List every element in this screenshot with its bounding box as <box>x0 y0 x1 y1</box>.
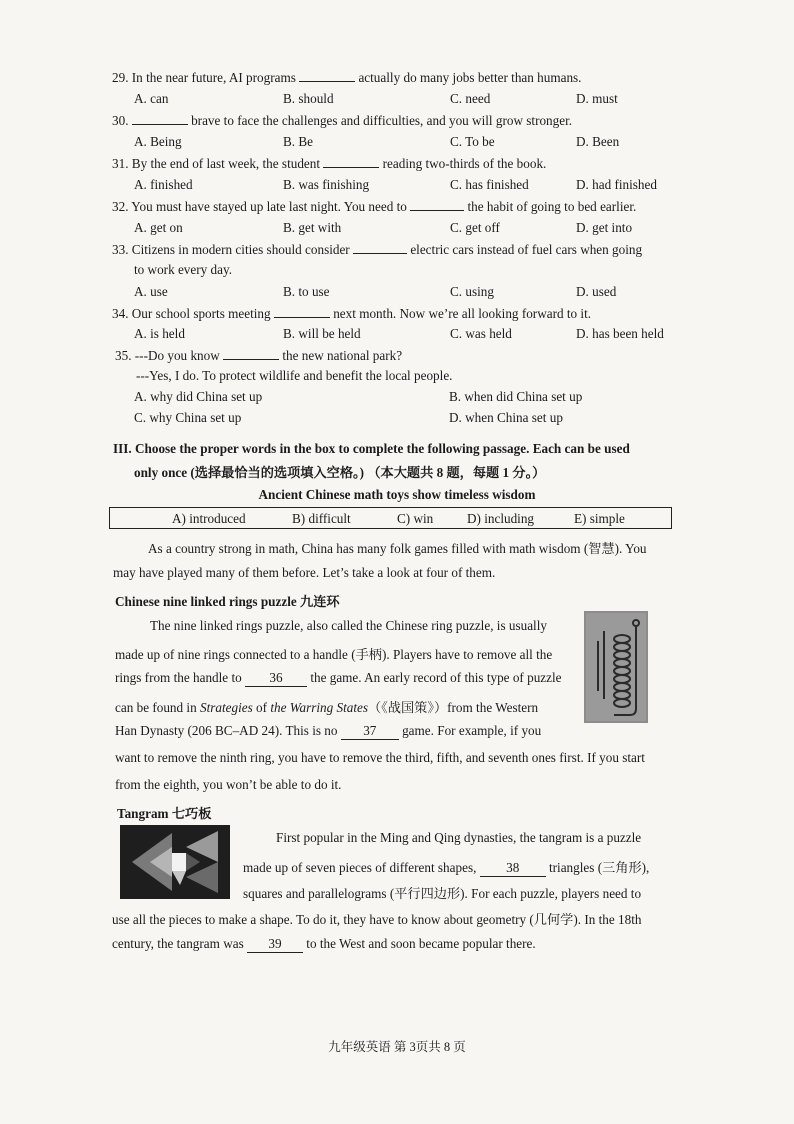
question-text: ---Do you know <box>134 348 220 363</box>
question-number: 33. <box>112 242 129 257</box>
option-c[interactable]: C. using <box>450 284 494 299</box>
answer-blank[interactable] <box>223 347 279 360</box>
question-number: 29. <box>112 70 129 85</box>
word-option-d[interactable]: D) including <box>467 511 535 526</box>
answer-blank[interactable] <box>299 69 355 82</box>
option-b[interactable]: B. will be held <box>283 326 361 341</box>
question-text: brave to face the challenges and difficulties, and you will grow stronger. <box>191 113 573 128</box>
answer-blank[interactable] <box>274 305 330 318</box>
question-33 <box>112 241 642 258</box>
option-c[interactable]: C. To be <box>450 134 495 149</box>
option-d[interactable]: D. used <box>576 284 617 299</box>
passage-intro-line: As a country strong in math, China has many folk games filled with math wisdom (智慧). You <box>148 541 647 556</box>
dialogue-reply: ---Yes, I do. To protect wildlife and benefit the local people. <box>136 368 453 383</box>
rings-line: can be found in Strategies of the Warring States（《战国策》）from the Western <box>115 700 539 715</box>
passage-intro-line: may have played many of them before. Let’s take a look at four of them. <box>113 565 496 580</box>
question-text: the new national park? <box>282 348 403 363</box>
question-text: reading two-thirds of the book. <box>382 156 547 171</box>
subheading-rings: Chinese nine linked rings puzzle 九连环 <box>115 594 340 609</box>
option-b[interactable]: B. should <box>283 91 334 106</box>
question-number: 31. <box>112 156 129 171</box>
question-text: the habit of going to bed earlier. <box>467 199 637 214</box>
question-text: actually do many jobs better than humans. <box>358 70 582 85</box>
option-a[interactable]: A. use <box>134 284 168 299</box>
option-a[interactable]: A. is held <box>134 326 185 341</box>
option-a[interactable]: A. get on <box>134 220 183 235</box>
option-d[interactable]: D. get into <box>576 220 633 235</box>
subheading-tangram: Tangram 七巧板 <box>117 806 212 821</box>
answer-blank[interactable] <box>410 198 464 211</box>
rings-line: Han Dynasty (206 BC–AD 24). This is no 37 game. For example, if you <box>115 723 542 738</box>
option-b[interactable]: B. was finishing <box>283 177 370 192</box>
blank-37[interactable]: 37 <box>341 723 399 740</box>
question-text: next month. Now we’re all looking forward to it. <box>333 306 592 321</box>
question-text-continued: to work every day. <box>134 262 233 277</box>
option-d[interactable]: D. when China set up <box>449 410 563 425</box>
tangram-image <box>120 825 230 899</box>
answer-blank[interactable] <box>323 155 379 168</box>
section-title: III. Choose the proper words in the box to complete the following passage. Each can be used <box>113 441 630 456</box>
tangram-line: squares and parallelograms (平行四边形). For each puzzle, players need to <box>243 886 642 901</box>
question-number: 32. <box>112 199 129 214</box>
option-b[interactable]: B. get with <box>283 220 342 235</box>
question-text: By the end of last week, the student <box>131 156 321 171</box>
option-c[interactable]: C. need <box>450 91 491 106</box>
tangram-line: use all the pieces to make a shape. To do it, they have to know about geometry (几何学). In the 18th <box>112 912 642 927</box>
blank-38[interactable]: 38 <box>480 860 546 877</box>
blank-39[interactable]: 39 <box>247 936 303 953</box>
option-c[interactable]: C. get off <box>450 220 500 235</box>
rings-line: want to remove the ninth ring, you have to remove the third, fifth, and seventh ones first. If you start <box>115 750 645 765</box>
question-32 <box>112 198 636 215</box>
question-30 <box>112 112 572 129</box>
question-35 <box>115 347 402 364</box>
rings-line: made up of nine rings connected to a handle (手柄). Players have to remove all the <box>115 647 553 662</box>
option-c[interactable]: C. has finished <box>450 177 529 192</box>
option-b[interactable]: B. when did China set up <box>449 389 583 404</box>
blank-36[interactable]: 36 <box>245 670 307 687</box>
option-d[interactable]: D. Been <box>576 134 620 149</box>
option-a[interactable]: A. why did China set up <box>134 389 263 404</box>
section-instruction: only once (选择最恰当的选项填入空格。) （本大题共 8 题，每题 1 分。） <box>134 465 546 480</box>
question-31 <box>112 155 546 172</box>
option-a[interactable]: A. Being <box>134 134 182 149</box>
question-text: You must have stayed up late last night. You need to <box>131 199 407 214</box>
tangram-line: made up of seven pieces of different shapes, 38 triangles (三角形), <box>243 860 650 875</box>
rings-line: rings from the handle to 36 the game. An early record of this type of puzzle <box>115 670 562 685</box>
question-text: Citizens in modern cities should consider <box>131 242 350 257</box>
option-c[interactable]: C. why China set up <box>134 410 242 425</box>
question-text: Our school sports meeting <box>131 306 271 321</box>
question-text: In the near future, AI programs <box>131 70 296 85</box>
nine-rings-image <box>584 611 648 723</box>
word-option-c[interactable]: C) win <box>397 511 434 526</box>
passage-title: Ancient Chinese math toys show timeless wisdom <box>258 487 536 502</box>
option-b[interactable]: B. Be <box>283 134 314 149</box>
answer-blank[interactable] <box>353 241 407 254</box>
rings-line: The nine linked rings puzzle, also called the Chinese ring puzzle, is usually <box>150 618 547 633</box>
word-option-e[interactable]: E) simple <box>574 511 625 526</box>
word-box <box>109 507 672 529</box>
option-d[interactable]: D. had finished <box>576 177 657 192</box>
question-number: 35. <box>115 348 132 363</box>
option-d[interactable]: D. has been held <box>576 326 664 341</box>
tangram-line: First popular in the Ming and Qing dynasties, the tangram is a puzzle <box>276 830 642 845</box>
question-29 <box>112 69 581 86</box>
question-34 <box>112 305 591 322</box>
word-option-a[interactable]: A) introduced <box>172 511 246 526</box>
page-footer: 九年级英语 第 3页共 8 页 <box>328 1040 466 1054</box>
answer-blank[interactable] <box>132 112 188 125</box>
word-option-b[interactable]: B) difficult <box>292 511 351 526</box>
question-text: electric cars instead of fuel cars when going <box>410 242 643 257</box>
question-number: 34. <box>112 306 129 321</box>
option-a[interactable]: A. finished <box>134 177 193 192</box>
tangram-line: century, the tangram was 39 to the West and soon became popular there. <box>112 936 536 951</box>
option-a[interactable]: A. can <box>134 91 169 106</box>
rings-line: from the eighth, you won’t be able to do it. <box>115 777 342 792</box>
option-b[interactable]: B. to use <box>283 284 330 299</box>
option-d[interactable]: D. must <box>576 91 618 106</box>
option-c[interactable]: C. was held <box>450 326 512 341</box>
question-number: 30. <box>112 113 129 128</box>
